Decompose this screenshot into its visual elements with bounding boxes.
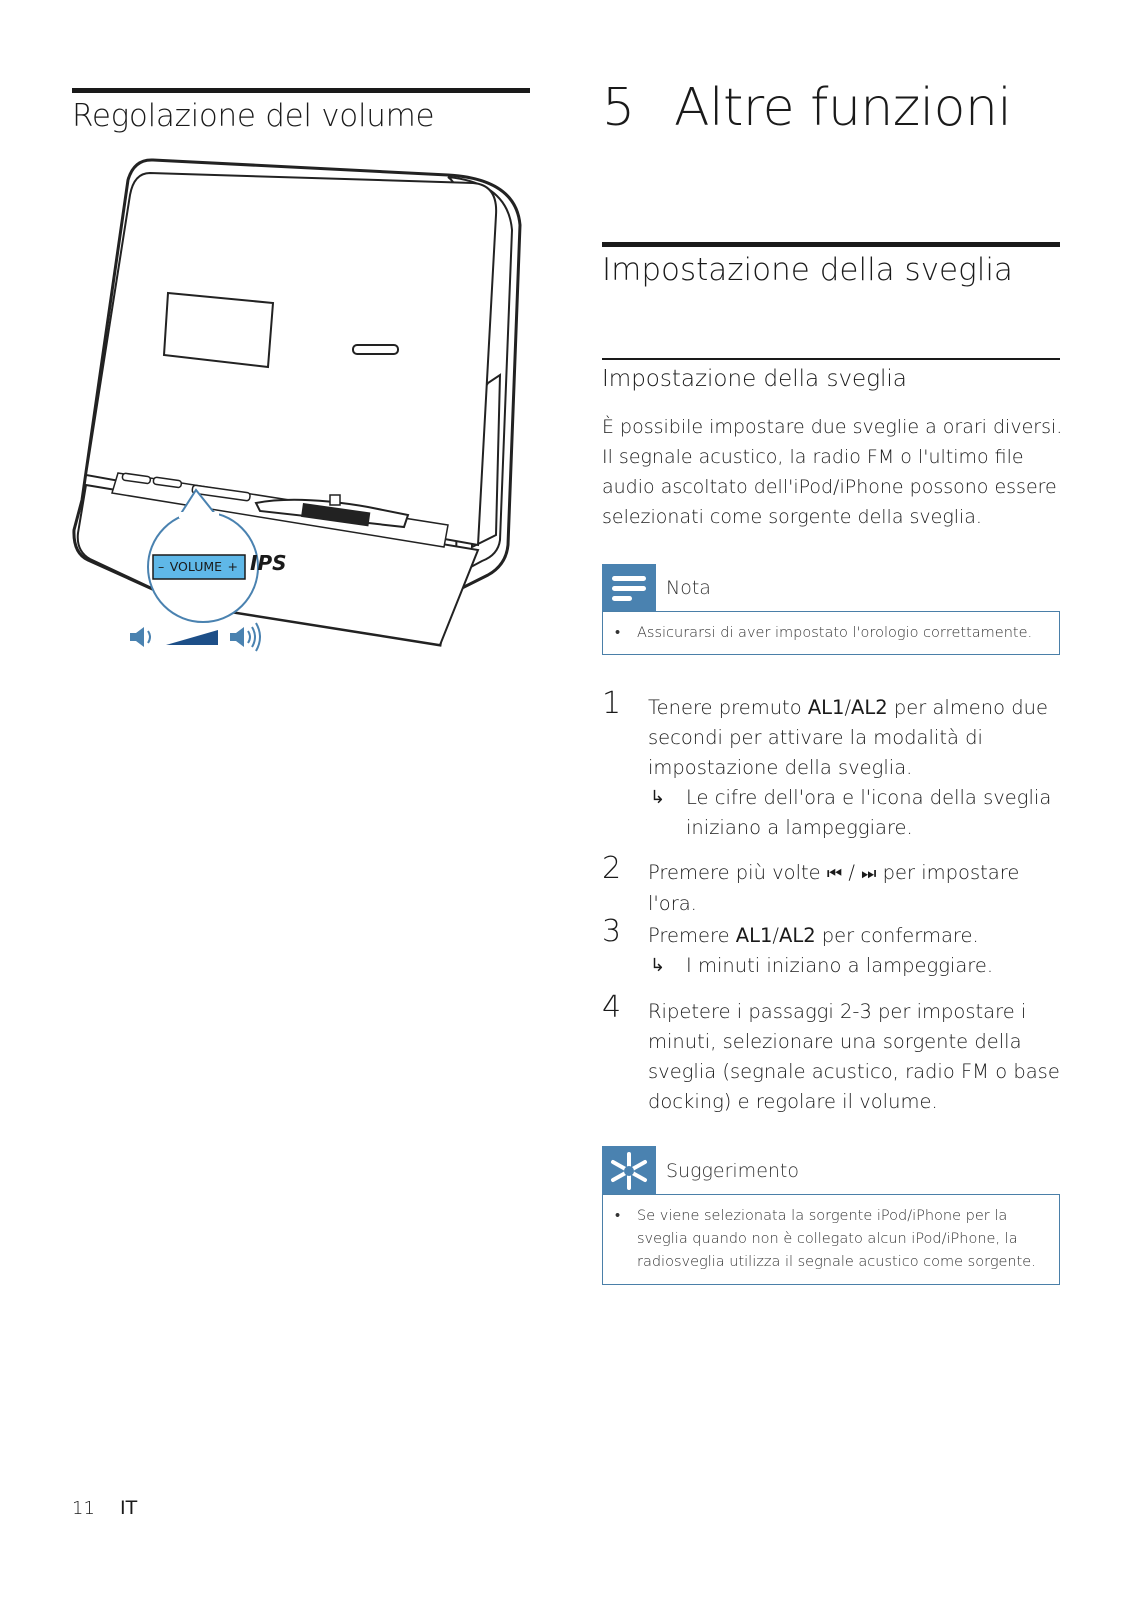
step-result-text: Le cifre dell'ora e l'icona della sveglia iniziano a lampeggiare.: [686, 786, 1052, 839]
bullet: •: [615, 1208, 621, 1224]
tip-item: [603, 1205, 1059, 1274]
al1-key: AL1: [807, 696, 845, 719]
section-title: Impostazione della sveglia: [602, 252, 1013, 288]
key-separator: /: [772, 924, 779, 947]
next-track-icon: ⏭: [861, 864, 877, 884]
step-text-post: per impostare l'ora.: [648, 861, 1020, 915]
step-text-post: per almeno due secondi per attivare la modalità di impostazione della sveglia.: [648, 696, 1049, 779]
note-lines-icon: [602, 564, 656, 614]
al1-key: AL1: [735, 924, 773, 947]
chapter-number: 5: [602, 78, 635, 138]
step-4: [648, 997, 1068, 1117]
step-number: 1: [602, 686, 622, 721]
step-result: [648, 951, 1068, 981]
volume-button: [154, 556, 242, 576]
step-number: 4: [602, 990, 622, 1025]
step-text-pre: Premere più volte: [648, 861, 827, 884]
result-arrow-icon: ↳: [650, 787, 666, 808]
note-icon-box: [602, 564, 656, 614]
device-display: [164, 293, 273, 367]
speaker-low-shape: [130, 627, 144, 647]
step-3: [648, 921, 1068, 981]
icon-separator: /: [842, 861, 862, 884]
tip-title: Suggerimento: [666, 1160, 799, 1182]
language-code: IT: [120, 1497, 138, 1519]
step-result-text: I minuti iniziano a lampeggiare.: [686, 954, 994, 977]
volume-ramp-shape: [166, 630, 218, 645]
tip-box: [602, 1194, 1060, 1285]
note-title: Nota: [666, 577, 711, 599]
left-heading: Regolazione del volume: [72, 98, 435, 134]
step-1: [648, 693, 1068, 843]
volume-minus-label: –: [158, 558, 165, 574]
step-number: 3: [602, 914, 622, 949]
subsection-rule: [602, 358, 1060, 360]
left-heading-rule: [72, 88, 530, 93]
section-rule: [602, 242, 1060, 247]
step-text-post: per confermare.: [815, 924, 979, 947]
speaker-high-shape: [230, 627, 244, 647]
volume-plus-label: +: [227, 558, 238, 574]
chapter-title: [602, 78, 1011, 138]
note-box: [602, 611, 1060, 655]
step-text-pre: Premere: [648, 924, 736, 947]
note-item-text: Assicurarsi di aver impostato l'orologio correttamente.: [637, 625, 1033, 641]
step-text: Ripetere i passaggi 2-3 per impostare i minuti, selezionare una sorgente della sveglia (segnale acustico, radio FM o base docking) e regolare il volume.: [648, 1000, 1060, 1113]
bullet: •: [615, 625, 621, 641]
al2-key: AL2: [851, 696, 888, 719]
note-item: [603, 622, 1059, 645]
device-illustration: [68, 155, 538, 665]
brand-fragment: IPS: [250, 551, 287, 575]
chapter-title-text: Altre funzioni: [674, 78, 1012, 138]
step-number: 2: [602, 851, 622, 886]
volume-label: VOLUME: [169, 558, 223, 574]
al2-key: AL2: [778, 924, 816, 947]
asterisk-icon: [602, 1146, 656, 1196]
step-text-pre: Tenere premuto: [648, 696, 808, 719]
device-slot: [353, 345, 398, 354]
tip-icon-box: [602, 1146, 656, 1196]
key-separator: /: [844, 696, 852, 719]
step-2: [648, 858, 1068, 919]
subsection-title: Impostazione della sveglia: [602, 366, 907, 392]
previous-track-icon: ⏮: [826, 864, 843, 884]
page-number: 11: [72, 1498, 95, 1519]
tip-item-text: Se viene selezionata la sorgente iPod/iPhone per la sveglia quando non è collegato alcun iPod/iPhone, la radiosveglia utilizza il segnale acustico come sorgente.: [637, 1208, 1036, 1270]
result-arrow-icon: ↳: [650, 955, 666, 976]
step-result: [648, 783, 1068, 843]
intro-paragraph: È possibile impostare due sveglie a orari diversi. Il segnale acustico, la radio FM o l'ultimo file audio ascoltato dell'iPod/iPhone possono essere selezionati come sorgente della sveglia.: [602, 416, 1063, 528]
